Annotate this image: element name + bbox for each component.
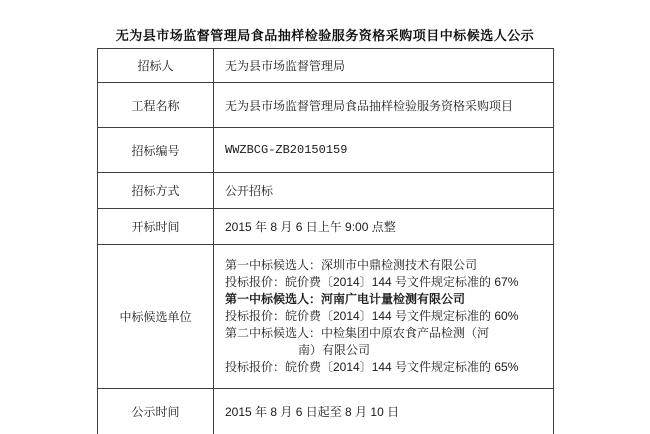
row-bid-opening-time-value: 2015 年 8 月 6 日上午 9:00 点整	[214, 209, 554, 245]
candidate-3-price-line: 投标报价：皖价费〔2014〕144 号文件规定标准的 65%	[225, 360, 519, 374]
row-winning-candidates-label: 中标候选单位	[98, 245, 214, 389]
row-publicity-period-value: 2015 年 8 月 6 日起至 8 月 10 日	[214, 389, 554, 434]
candidate-3-name-wrap-line: 南）有限公司	[298, 343, 371, 357]
row-tender-number	[98, 128, 554, 173]
row-winning-candidates-value	[214, 245, 554, 389]
row-tenderer-label: 招标人	[98, 49, 214, 83]
row-tender-method-label: 招标方式	[98, 173, 214, 209]
candidate-3-name-line: 第二中标候选人：中检集团中原农食产品检测（河	[225, 326, 490, 340]
row-project-name-label: 工程名称	[98, 83, 214, 128]
candidate-2-price-line: 投标报价：皖价费〔2014〕144 号文件规定标准的 60%	[225, 309, 519, 323]
row-tenderer	[98, 49, 554, 83]
row-bid-opening-time-label: 开标时间	[98, 209, 214, 245]
row-tender-number-label: 招标编号	[98, 128, 214, 173]
page-title: 无为县市场监督管理局食品抽样检验服务资格采购项目中标候选人公示	[115, 28, 535, 43]
row-tender-method	[98, 173, 554, 209]
row-publicity-period	[98, 389, 554, 434]
candidate-2-name-line: 第一中标候选人：河南广电计量检测有限公司	[225, 292, 466, 306]
candidate-1-price-line: 投标报价：皖价费〔2014〕144 号文件规定标准的 67%	[225, 275, 519, 289]
row-tender-method-value: 公开招标	[214, 173, 554, 209]
announcement-table	[97, 48, 554, 434]
row-project-name	[98, 83, 554, 128]
row-project-name-value: 无为县市场监督管理局食品抽样检验服务资格采购项目	[214, 83, 554, 128]
row-tenderer-value: 无为县市场监督管理局	[214, 49, 554, 83]
candidate-1-name-line: 第一中标候选人：深圳市中鼎检测技术有限公司	[225, 258, 478, 272]
row-publicity-period-label: 公示时间	[98, 389, 214, 434]
row-tender-number-value: WWZBCG-ZB20150159	[214, 128, 554, 173]
row-bid-opening-time	[98, 209, 554, 245]
row-winning-candidates	[98, 245, 554, 389]
